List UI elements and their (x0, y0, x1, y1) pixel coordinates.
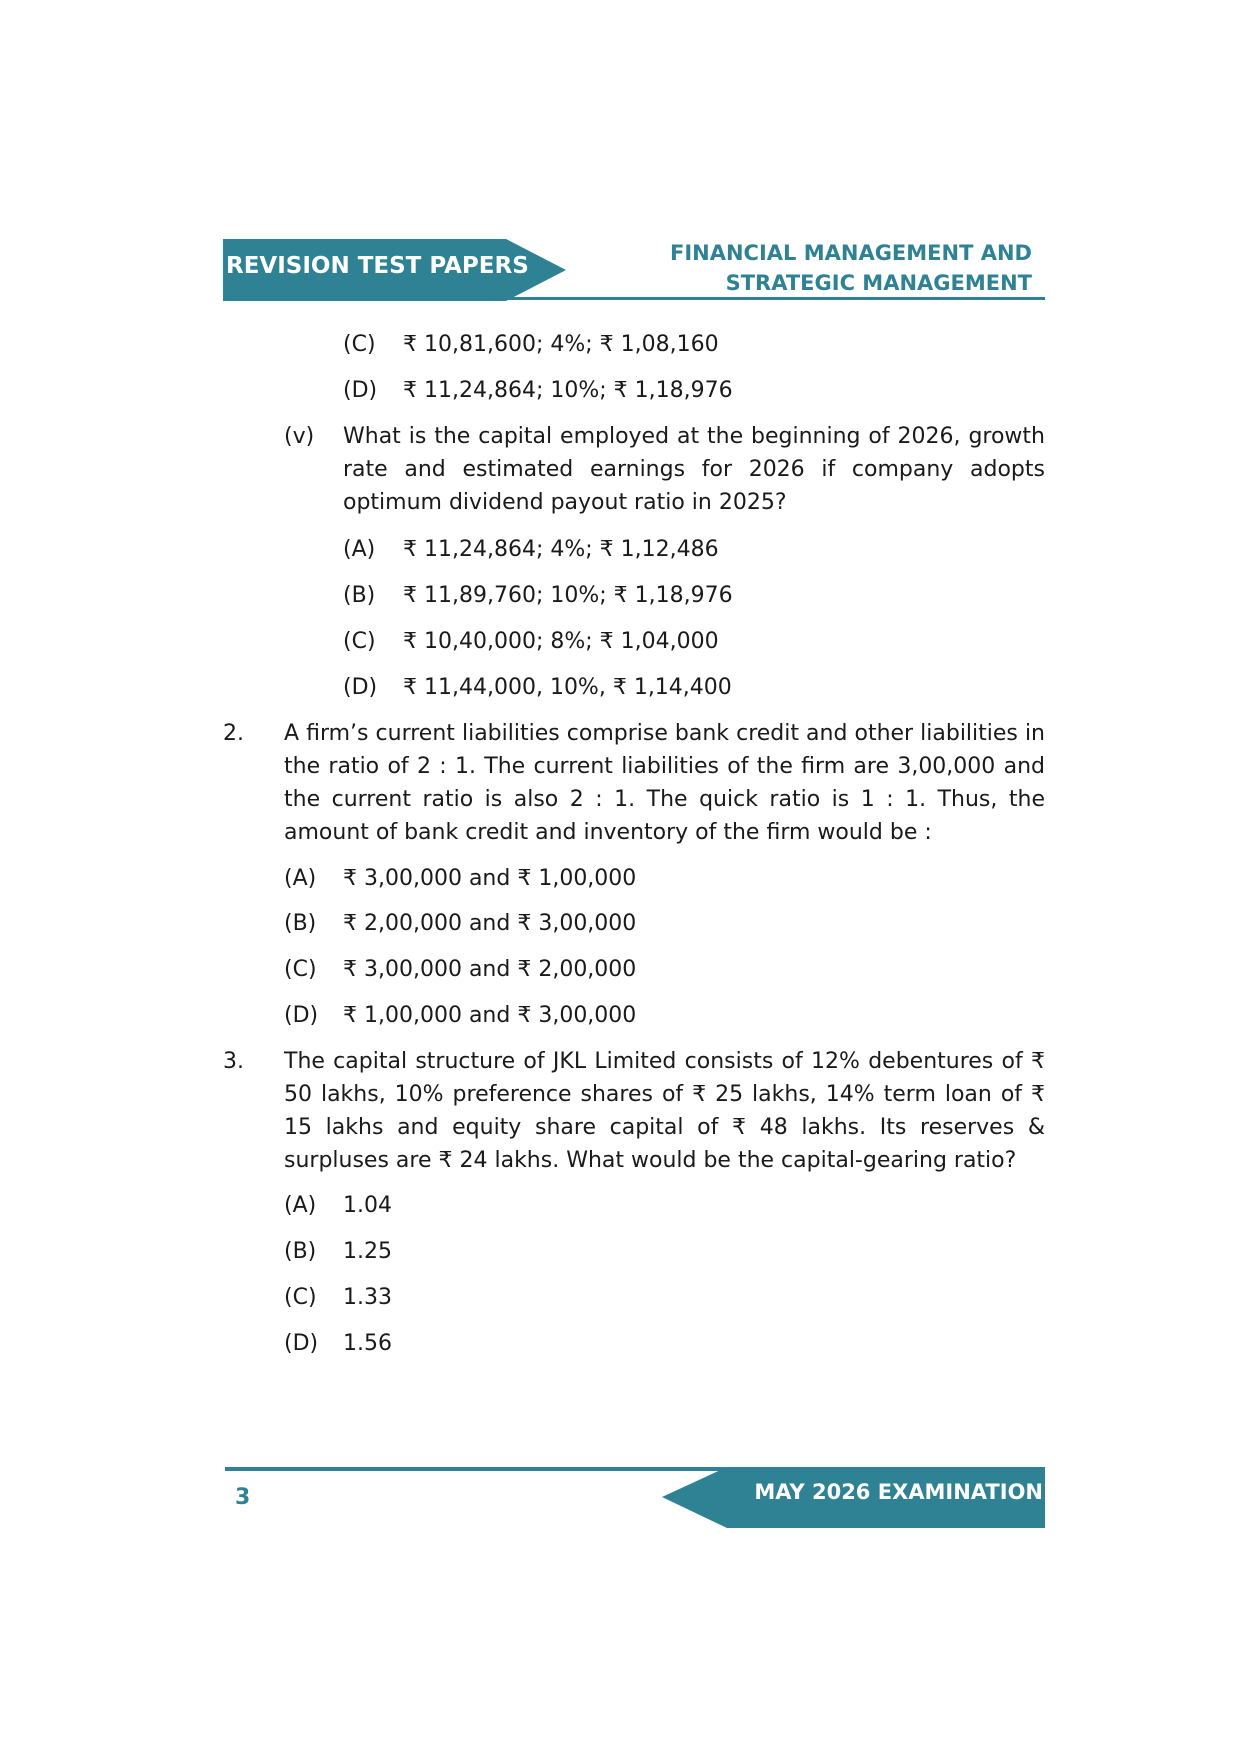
header-banner (223, 239, 566, 301)
option-label: (B) (343, 583, 376, 608)
question-number: 3. (223, 1049, 244, 1074)
footer-banner (662, 1467, 1045, 1528)
subquestion-text: What is the capital employed at the beginning of 2026, growth rate and estimated earnings for 2026 if company adopts optimum dividend payout ratio in 2025? (343, 424, 1045, 515)
option-text: ₹ 10,81,600; 4%; ₹ 1,08,160 (403, 332, 719, 357)
question-text: The capital structure of JKL Limited consists of 12% debentures of ₹ 50 lakhs, 10% preference shares of ₹ 25 lakhs, 14% term loan of ₹ 15 lakhs and equity share capital of ₹ 48 lakhs. Its reserves & surpluses are ₹ 24 lakhs. What would be the capital-gearing ratio? (284, 1049, 1045, 1173)
option-label: (D) (343, 675, 378, 700)
option-label: (D) (284, 1003, 319, 1028)
option-text: 1.04 (343, 1193, 392, 1218)
option-label: (D) (284, 1331, 319, 1356)
option-text: 1.33 (343, 1285, 392, 1310)
question-text: A firm’s current liabilities comprise bank credit and other liabilities in the ratio of 2 : 1. The current liabilities of the firm are 3,00,000 and the current ratio is also 2 : 1. The quick ratio is 1 : 1. Thus, the amount of bank credit and inventory of the firm would be : (284, 721, 1045, 845)
option-label: (A) (284, 1193, 317, 1218)
option-label: (D) (343, 378, 378, 403)
subquestion-label: (v) (284, 424, 315, 449)
option-text: ₹ 3,00,000 and ₹ 2,00,000 (343, 957, 637, 982)
header-subject-line2: STRATEGIC MANAGEMENT (725, 271, 1032, 295)
option-label: (A) (284, 866, 317, 891)
option-label: (B) (284, 911, 317, 936)
question-number: 2. (223, 721, 244, 746)
header-subject (670, 238, 1032, 298)
header-banner-label: REVISION TEST PAPERS (226, 253, 529, 279)
option-label: (C) (343, 629, 376, 654)
header-subject-line1: FINANCIAL MANAGEMENT AND (669, 241, 1032, 265)
option-text: ₹ 2,00,000 and ₹ 3,00,000 (343, 911, 637, 936)
option-text: ₹ 10,40,000; 8%; ₹ 1,04,000 (403, 629, 719, 654)
option-label: (B) (284, 1239, 317, 1264)
option-text: ₹ 11,44,000, 10%, ₹ 1,14,400 (403, 675, 732, 700)
option-text: 1.25 (343, 1239, 392, 1264)
option-label: (C) (284, 957, 317, 982)
option-text: ₹ 11,24,864; 4%; ₹ 1,12,486 (403, 537, 719, 562)
option-text: ₹ 3,00,000 and ₹ 1,00,000 (343, 866, 637, 891)
option-text: ₹ 1,00,000 and ₹ 3,00,000 (343, 1003, 637, 1028)
page-number: 3 (235, 1485, 251, 1510)
option-text: ₹ 11,24,864; 10%; ₹ 1,18,976 (403, 378, 733, 403)
option-label: (C) (343, 332, 376, 357)
option-label: (A) (343, 537, 376, 562)
footer-exam-label: MAY 2026 EXAMINATION (754, 1480, 1043, 1504)
option-label: (C) (284, 1285, 317, 1310)
option-text: ₹ 11,89,760; 10%; ₹ 1,18,976 (403, 583, 733, 608)
option-text: 1.56 (343, 1331, 392, 1356)
